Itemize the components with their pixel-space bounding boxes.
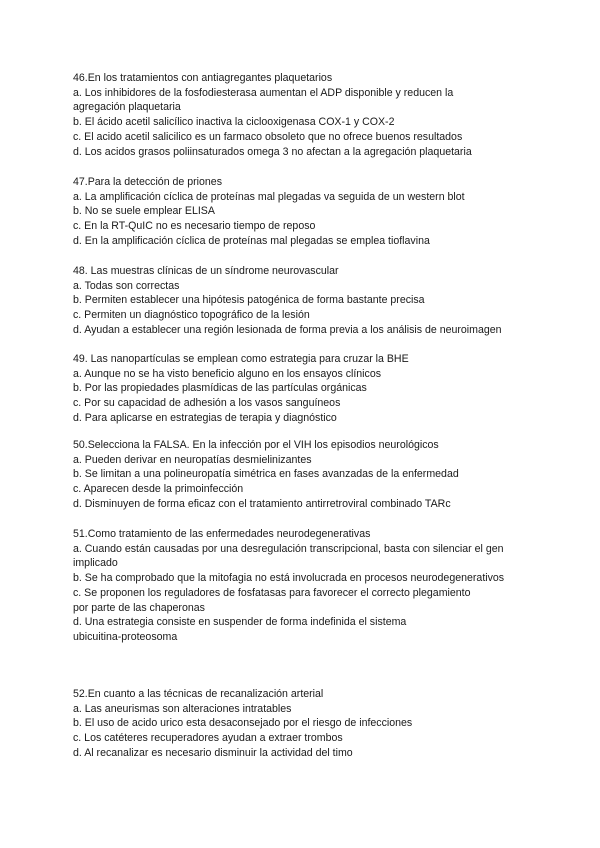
answer-option-a: a. Pueden derivar en neuropatías desmielinizantes xyxy=(73,453,312,466)
answer-option-c: c. Aparecen desde la primoinfección xyxy=(73,483,244,496)
answer-option-d: d. Al recanalizar es necesario disminuir la actividad del timo xyxy=(73,746,353,759)
answer-option-c: c. El acido acetil salicilico es un farmaco obsoleto que no ofrece buenos resultados xyxy=(73,130,463,143)
question-stem: 50.Selecciona la FALSA. En la infección por el VIH los episodios neurológicos xyxy=(73,439,439,451)
answer-option-b: b. No se suele emplear ELISA xyxy=(73,205,215,218)
question-52 xyxy=(73,687,533,761)
answer-option-c: c. Permiten un diagnóstico topográfico de la lesión xyxy=(73,309,310,322)
question-51 xyxy=(73,527,533,645)
answer-option-c: c. Se proponen los reguladores de fosfatasas para favorecer el correcto plegamiento por parte de las chaperonas xyxy=(73,586,471,614)
question-stem: 52.En cuanto a las técnicas de recanalización arterial xyxy=(73,688,324,700)
answer-option-d: d. Disminuyen de forma eficaz con el tratamiento antirretroviral combinado TARc xyxy=(73,497,451,510)
answer-option-c: c. Por su capacidad de adhesión a los vasos sanguíneos xyxy=(73,397,341,410)
answer-option-c: c. Los catéteres recuperadores ayudan a extraer trombos xyxy=(73,732,343,745)
question-stem: 47.Para la detección de priones xyxy=(73,176,223,188)
answer-option-b: b. Permiten establecer una hipótesis patogénica de forma bastante precisa xyxy=(73,294,425,307)
answer-option-a: a. Cuando están causadas por una desregulación transcripcional, basta con silenciar el gen implicado xyxy=(73,542,504,570)
answer-option-b: b. Por las propiedades plasmídicas de las partículas orgánicas xyxy=(73,382,367,395)
answer-option-a: a. Todas son correctas xyxy=(73,279,180,292)
answer-option-b: b. Se limitan a una polineuropatía simétrica en fases avanzadas de la enfermedad xyxy=(73,468,459,481)
answer-option-a: a. Aunque no se ha visto beneficio alguno en los ensayos clínicos xyxy=(73,367,382,380)
question-stem: 46.En los tratamientos con antiagregantes plaquetarios xyxy=(73,72,333,84)
answer-option-a: a. Los inhibidores de la fosfodiesterasa aumentan el ADP disponible y reducen la agregación plaquetaria xyxy=(73,86,454,114)
answer-option-d: d. Para aplicarse en estrategias de terapia y diagnóstico xyxy=(73,411,337,424)
question-46 xyxy=(73,71,533,159)
answer-option-a: a. La amplificación cíclica de proteínas mal plegadas va seguida de un western blot xyxy=(73,190,465,203)
answer-option-b: b. Se ha comprobado que la mitofagia no está involucrada en procesos neurodegenerativos xyxy=(73,572,505,585)
answer-option-d: d. Ayudan a establecer una región lesionada de forma previa a los análisis de neuroimagen xyxy=(73,323,502,336)
question-stem: 48. Las muestras clínicas de un síndrome neurovascular xyxy=(73,265,339,277)
answer-option-c: c. En la RT-QuIC no es necesario tiempo de reposo xyxy=(73,220,316,233)
answer-option-d: d. Los acidos grasos poliinsaturados omega 3 no afectan a la agregación plaquetaria xyxy=(73,145,472,158)
question-47 xyxy=(73,175,533,249)
answer-option-b: b. El ácido acetil salicílico inactiva la cicl​ooxigenasa COX-1 y COX-2 xyxy=(73,116,395,129)
question-stem: 49. Las nanopartículas se emplean como estrategia para cruzar la BHE xyxy=(73,353,409,365)
question-48 xyxy=(73,264,533,338)
answer-option-d: d. Una estrategia consiste en suspender de forma indefinida el sistema ubicuitina-proteosoma xyxy=(73,616,407,643)
answer-option-d: d. En la amplificación cíclica de proteínas mal plegadas se emplea tioflavina xyxy=(73,234,430,247)
answer-option-a: a. Las aneurismas son alteraciones intratables xyxy=(73,702,292,715)
question-stem: 51.Como tratamiento de las enfermedades neurodegenerativas xyxy=(73,528,371,540)
question-49 xyxy=(73,352,533,426)
answer-option-b: b. El uso de acido urico esta desaconsejado por el riesgo de infecciones xyxy=(73,717,413,730)
question-50 xyxy=(73,438,533,512)
